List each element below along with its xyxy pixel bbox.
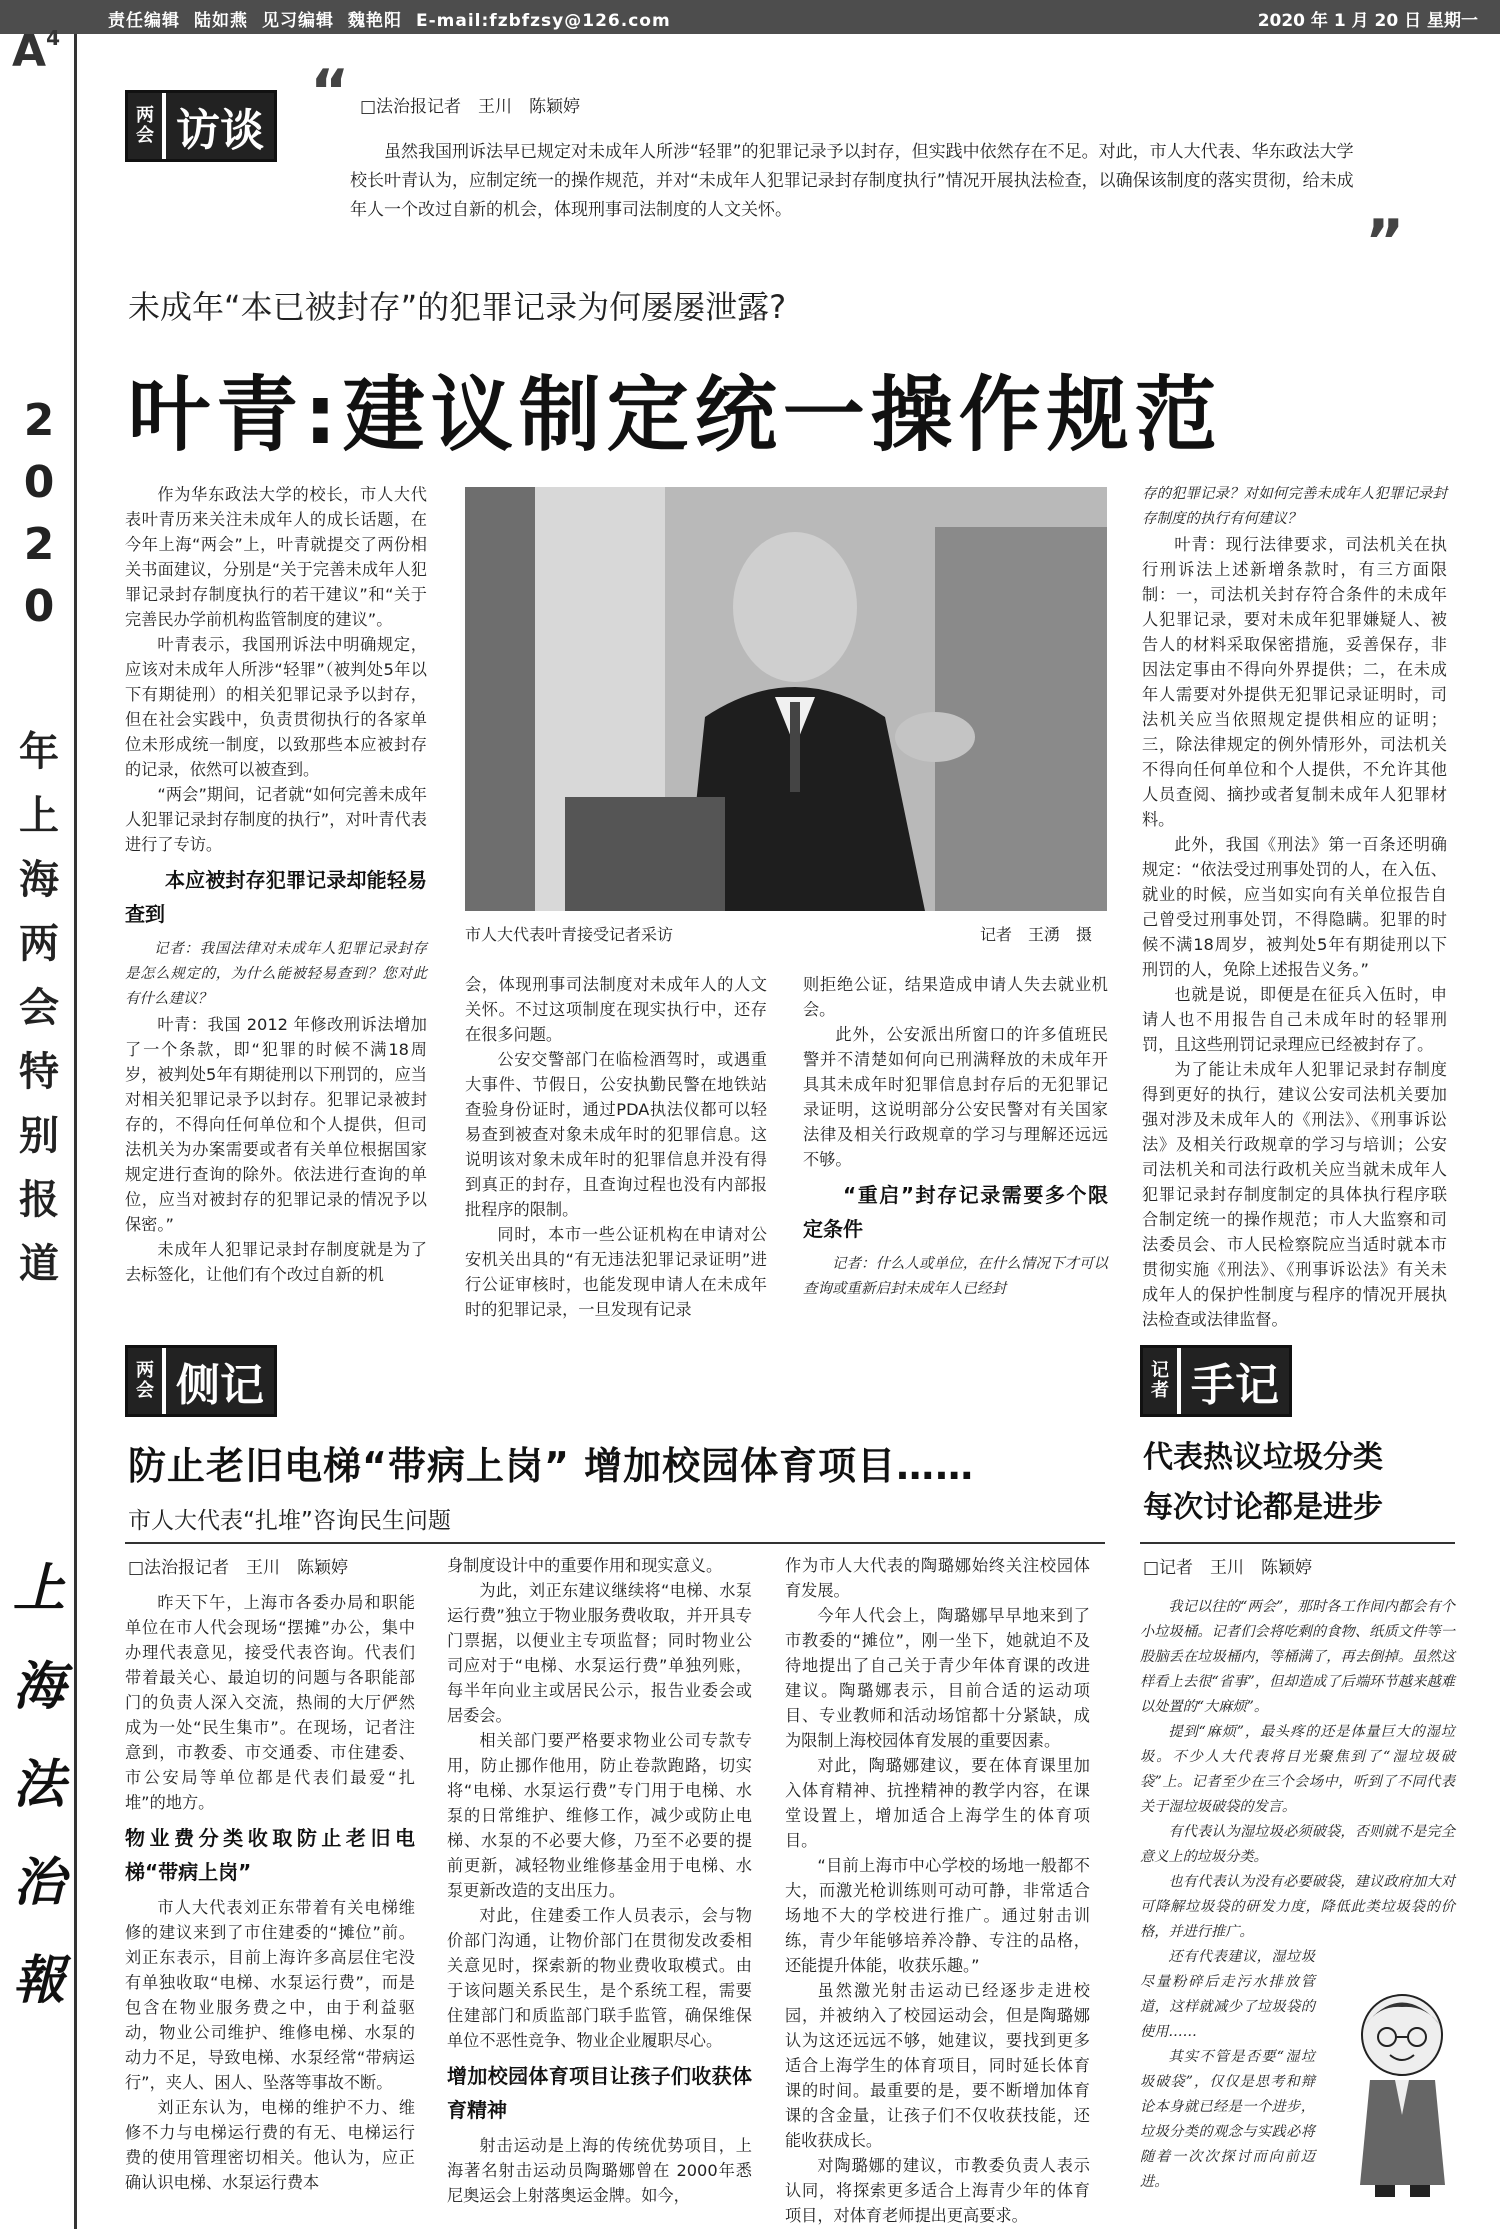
divider — [1140, 1542, 1455, 1544]
title-char: 别 — [19, 1113, 59, 1159]
section-label-reporter-notes — [1140, 1345, 1292, 1417]
paragraph: 对此，住建委工作人员表示，会与物价部门沟通，让物价部门在贯彻发改委相关意见时，探索新的物业费收取模式。由于该问题关系民生，是个系统工程，需要住建部门和质监部门联手监管，确保维保单位不恶性竞争、物业企业履职尽心。 — [447, 1906, 752, 2050]
label-char: 记 — [1151, 1360, 1169, 1381]
interview-headline: 叶青:建议制定统一操作规范 — [128, 368, 1223, 463]
paragraph: 则拒绝公证，结果造成申请人失去就业机会。 — [803, 975, 1108, 1019]
editor-credits — [108, 6, 685, 31]
label-char: 两 — [136, 105, 154, 126]
paragraph: 会，体现刑事司法制度对未成年人的人文关怀。不过这项制度在现实执行中，还存在很多问题。 — [465, 975, 767, 1044]
title-char: 海 — [19, 857, 59, 903]
paragraph: 同时，本市一些公证机构在申请对公安机关出具的“有无违法犯罪记录证明”进行公证审核时，也能发现申请人在未成年时的犯罪记录，一旦发现有记录 — [465, 1225, 767, 1319]
logo-char: 報 — [12, 1950, 65, 2011]
issue-date: 2020 年 1 月 20 日 星期一 — [1257, 11, 1478, 31]
interview-column-4 — [1142, 482, 1447, 1332]
reporter-question: 存的犯罪记录？对如何完善未成年人犯罪记录封存制度的执行有何建议？ — [1142, 486, 1447, 527]
photo-illustration — [465, 487, 1107, 911]
paragraph: 也就是说，即便是在征兵入伍时，申请人也不用报告自己未成年时的轻罪刑罚，且这些刑罚记录理应已经被封存了。 — [1142, 985, 1447, 1054]
notes-byline: □记者 王川 陈颖婷 — [1143, 1558, 1313, 1578]
section-heading: 物业费分类收取防止老旧电梯“带病上岗” — [125, 1826, 415, 1884]
sidebar-story-column-3 — [785, 1553, 1090, 2228]
label-char: 者 — [1151, 1380, 1169, 1401]
paragraph: 叶青表示，我国刑诉法中明确规定，应该对未成年人所涉“轻罪”（被判处5年以下有期徒刑）的相关犯罪记录予以封存，但在社会实践中，负责贯彻执行的各家单位未形成统一制度，以致那些本应被封存的记录，依然可以被查到。 — [125, 635, 427, 779]
photo-caption: 市人大代表叶青接受记者采访 — [465, 925, 674, 944]
divider — [125, 1542, 1105, 1544]
open-quote-mark: “ — [310, 57, 350, 127]
email[interactable]: E-mail:fzbfzsy@126.com — [416, 11, 671, 31]
title-char: 报 — [19, 1177, 59, 1223]
interview-column-3 — [803, 972, 1108, 1302]
label-big: 侧记 — [166, 1348, 274, 1414]
page-number — [12, 26, 60, 77]
logo-char: 上 — [12, 1558, 65, 1619]
title-char: 特 — [19, 1049, 59, 1095]
section-heading: 增加校园体育项目让孩子们收获体育精神 — [447, 2064, 752, 2122]
paragraph: 提到“麻烦”，最头疼的还是体量巨大的湿垃圾。不少人大代表将目光聚焦到了“湿垃圾破袋”上。记者至少在三个会场中，听到了不同代表关于湿垃圾破袋的发言。 — [1140, 1724, 1455, 1815]
page-digit: 4 — [46, 26, 60, 50]
intern-label: 见习编辑 — [262, 11, 334, 31]
logo-char: 海 — [12, 1656, 65, 1717]
interview-intro: 虽然我国刑诉法早已规定对未成年人所涉“轻罪”的犯罪记录予以封存，但实践中依然存在不足。对此，市人大代表、华东政法大学校长叶青认为，应制定统一的操作规范，并对“未成年人犯罪记录封存制度执行”情况开展执法检查，以确保该制度的落实贯彻，给未成年人一个改过自新的机会，体现刑事司法制度的人文关怀。 — [350, 142, 1354, 220]
interview-byline: □法治报记者 王川 陈颖婷 — [360, 97, 581, 117]
interview-subheadline: 未成年“本已被封存”的犯罪记录为何屡屡泄露? — [128, 288, 787, 326]
paragraph: 对陶璐娜的建议，市教委负责人表示认同，将探索更多适合上海青少年的体育项目，对体育老师提出更高要求。 — [785, 2156, 1090, 2225]
paragraph: 作为华东政法大学的校长，市人大代表叶青历来关注未成年人的成长话题，在今年上海“两会”上，叶青就提交了两份相关书面建议，分别是“关于完善未成年人犯罪记录封存制度执行的若干建议”和“关于完善民办学前机构监管制度的建议”。 — [125, 485, 427, 629]
year-digit: 0 — [23, 457, 55, 508]
notes-headline — [1143, 1433, 1383, 1533]
label-char: 两 — [136, 1360, 154, 1381]
paragraph: 我记以往的“两会”，那时各工作间内都会有个小垃圾桶。记者们会将吃剩的食物、纸质文件等一股脑丢在垃圾桶内，等桶满了，再去倒掉。虽然这样看上去很“省事”，但却造成了后端环节越来越难以处置的“大麻烦”。 — [1140, 1599, 1455, 1715]
paragraph: 刘正东认为，电梯的维护不力、维修不力与电梯运行费的有无、电梯运行费的使用管理密切相关。他认为，应正确认识电梯、水泵运行费本 — [125, 2098, 415, 2192]
section-heading: “重启”封存记录需要多个限定条件 — [803, 1183, 1108, 1241]
close-quote-mark: ” — [1365, 207, 1405, 277]
sidebar-story-column-1 — [125, 1590, 415, 2195]
paragraph: 此外，我国《刑法》第一百条还明确规定：“依法受过刑事处罚的人，在入伍、就业的时候，应当如实向有关单位报告自己曾受过刑事处罚，不得隐瞒。犯罪的时候不满18周岁，被判处5年有期徒刑以下刑罚的人，免除上述报告义务。” — [1142, 835, 1447, 979]
newspaper-name-logo — [10, 1540, 68, 2030]
notes-headline-line: 每次讨论都是进步 — [1143, 1490, 1383, 1525]
paragraph: 作为市人大代表的陶璐娜始终关注校园体育发展。 — [785, 1556, 1090, 1600]
logo-char: 治 — [12, 1852, 65, 1913]
intern-name: 魏艳阳 — [348, 11, 402, 31]
year-digit: 2 — [23, 395, 55, 446]
paragraph: 还有代表建议，湿垃圾尽量粉碎后走污水排放管道，这样就减少了垃圾袋的使用…… — [1140, 1949, 1315, 2040]
sidebar-story-byline: □法治报记者 王川 陈颖婷 — [128, 1558, 349, 1578]
paragraph: 也有代表认为没有必要破袋，建议政府加大对可降解垃圾袋的研发力度，降低此类垃圾袋的价格，并进行推广。 — [1140, 1874, 1455, 1940]
photo-credit: 记者 王湧 摄 — [980, 925, 1093, 944]
sidebar-special-report — [14, 720, 64, 1296]
paragraph: 未成年人犯罪记录封存制度就是为了去标签化，让他们有个改过自新的机 — [125, 1240, 427, 1284]
sidebar-story-column-2 — [447, 1553, 752, 2208]
paragraph: 其实不管是否要“湿垃圾破袋”，仅仅是思考和辩论本身就已经是一个进步，垃圾分类的观念与实践必将随着一次次探讨而向前迈进。 — [1140, 2049, 1315, 2190]
paragraph: 为此，刘正东建议继续将“电梯、水泵运行费”独立于物业服务费收取，并开具专门票据，以便业主专项监督；同时物业公司应对于“电梯、水泵运行费”单独列账，每半年向业主或居民公示，报告业委会或居委会。 — [447, 1581, 752, 1725]
page-header-bar — [0, 0, 1500, 34]
paragraph: 昨天下午，上海市各委办局和职能单位在市人代会现场“摆摊”办公，集中办理代表意见，接受代表咨询。代表们带着最关心、最迫切的问题与各职能部门的负责人深入交流，热闹的大厅俨然成为一处“民生集市”。在现场，记者注意到，市教委、市交通委、市住建委、市公安局等单位都是代表们最爱“扎堆”的地方。 — [125, 1593, 415, 1812]
paragraph: 对此，陶璐娜建议，要在体育课里加入体育精神、抗挫精神的教学内容，在课堂设置上，增加适合上海学生的体育项目。 — [785, 1756, 1090, 1850]
paragraph: 虽然激光射击运动已经逐步走进校园，并被纳入了校园运动会，但是陶璐娜认为这还远远不够，她建议，要找到更多适合上海学生的体育项目，同时延长体育课的时间。最重要的是，要不断增加体育课的含金量，让孩子们不仅收获技能，还能收获成长。 — [785, 1981, 1090, 2150]
notes-headline-line: 代表热议垃圾分类 — [1143, 1440, 1383, 1475]
title-char: 会 — [19, 985, 59, 1031]
cartoon-figure-icon — [1345, 1985, 1460, 2200]
paragraph: “目前上海市中心学校的场地一般都不大，而激光枪训练则可动可静，非常适合场地不大的学校进行推广。通过射击训练，青少年能够培养冷静、专注的品格，还能提升体能，收获乐趣。” — [785, 1856, 1090, 1975]
label-big: 手记 — [1181, 1348, 1289, 1414]
paragraph: 叶青：现行法律要求，司法机关在执行刑诉法上述新增条款时，有三方面限制：一，司法机关封存符合条件的未成年人犯罪记录，要对未成年犯罪嫌疑人、被告人的材料采取保密措施，妥善保存，非因法定事由不得向外界提供；二，在未成年人需要对外提供无犯罪记录证明时，司法机关应当依照规定提供相应的证明；三，除法律规定的例外情形外，司法机关不得向任何单位和个人提供，不允许其他人员查阅、摘抄或者复制未成年人犯罪材料。 — [1142, 535, 1447, 829]
sidebar-story-headline: 防止老旧电梯“带病上岗” 增加校园体育项目…… — [128, 1444, 975, 1488]
label-small — [1143, 1348, 1177, 1414]
label-small — [128, 93, 162, 159]
reporter-question: 记者：什么人或单位，在什么情况下才可以查询或重新启封未成年人已经封 — [803, 1256, 1108, 1297]
paragraph: 市人大代表刘正东带着有关电梯维修的建议来到了市住建委的“摊位”前。刘正东表示，目前上海许多高层住宅没有单独收取“电梯、水泵运行费”，而是包含在物业服务费之中，由于利益驱动，物业公司维护、维修电梯、水泵的动力不足，导致电梯、水泵经常“带病运行”，夹人、困人、坠落等事故不断。 — [125, 1898, 415, 2092]
title-char: 两 — [19, 921, 59, 967]
paragraph: 此外，公安派出所窗口的许多值班民警并不清楚如何向已刑满释放的未成年开具其未成年时犯罪信息封存后的无犯罪记录证明，这说明部分公安民警对有关国家法律及相关行政规章的学习与理解还远远不够。 — [803, 1025, 1108, 1169]
paragraph: 为了能让未成年人犯罪记录封存制度得到更好的执行，建议公安司法机关要加强对涉及未成年人的《刑法》、《刑事诉讼法》及相关行政规章的学习与培训；公安司法机关和司法行政机关应当就未成年人犯罪记录封存制度制定的具体执行程序联合制定统一的操作规范；市人大监察和司法委员会、市人民检察院应当适时就本市贯彻实施《刑法》、《刑事诉讼法》有关未成年人的保护性制度与程序的情况开展执法检查或法律监督。 — [1142, 1060, 1447, 1329]
sidebar-year — [14, 390, 64, 638]
editor-name: 陆如燕 — [194, 11, 248, 31]
title-char: 道 — [19, 1241, 59, 1287]
paragraph: 今年人代会上，陶璐娜早早地来到了市教委的“摊位”，刚一坐下，她就迫不及待地提出了自己关于青少年体育课的改进建议。陶璐娜表示，目前合适的运动项目、专业教师和活动场馆都十分紧缺，成为限制上海校园体育发展的重要因素。 — [785, 1606, 1090, 1750]
editor-label: 责任编辑 — [108, 11, 180, 31]
paragraph: 有代表认为湿垃圾必须破袋，否则就不是完全意义上的垃圾分类。 — [1140, 1824, 1455, 1865]
section-heading: 本应被封存犯罪记录却能轻易查到 — [125, 868, 427, 926]
paragraph: 公安交警部门在临检酒驾时，或遇重大事件、节假日，公安执勤民警在地铁站查验身份证时，通过PDA执法仪都可以轻易查到被查对象未成年时的犯罪信息。这说明该对象未成年时的犯罪信息并没有得到真正的封存，且查询过程也没有内部报批程序的限制。 — [465, 1050, 767, 1219]
paragraph: “两会”期间，记者就“如何完善未成年人犯罪记录封存制度的执行”，对叶青代表进行了专访。 — [125, 785, 427, 854]
sidebar-story-subheadline: 市人大代表“扎堆”咨询民生问题 — [128, 1508, 451, 1534]
paragraph: 身制度设计中的重要作用和现实意义。 — [447, 1556, 723, 1575]
label-char: 会 — [136, 1380, 154, 1401]
label-big: 访谈 — [166, 93, 274, 159]
interview-photo — [465, 487, 1107, 911]
section-label-sidebar-report — [125, 1345, 277, 1417]
interview-column-2 — [465, 972, 767, 1322]
logo-char: 法 — [12, 1754, 65, 1815]
reporter-question: 记者：我国法律对未成年人犯罪记录封存是怎么规定的，为什么能被轻易查到？您对此有什么建议？ — [125, 941, 427, 1007]
paragraph: 相关部门要严格要求物业公司专款专用，防止挪作他用，防止卷款跑路，切实将“电梯、水泵运行费”专门用于电梯、水泵的日常维护、维修工作，减少或防止电梯、水泵的不必要大修，乃至不必要的提前更新，减轻物业维修基金用于电梯、水泵更新改造的支出压力。 — [447, 1731, 752, 1900]
label-small — [128, 1348, 162, 1414]
interview-column-1 — [125, 482, 427, 1287]
paragraph: 射击运动是上海的传统优势项目，上海著名射击运动员陶璐娜曾在 2000年悉尼奥运会上射落奥运金牌。如今， — [447, 2136, 752, 2205]
year-digit: 2 — [23, 519, 55, 570]
title-char: 上 — [19, 793, 59, 839]
label-char: 会 — [136, 125, 154, 146]
year-digit: 0 — [23, 581, 55, 632]
page-letter: A — [12, 26, 47, 77]
paragraph: 叶青：我国 2012 年修改刑诉法增加了一个条款，即“犯罪的时候不满18周岁，被判处5年有期徒刑以下刑罚的，应当对相关犯罪记录予以封存。犯罪记录被封存的，不得向任何单位和个人提供，但司法机关为办案需要或者有关单位根据国家规定进行查询的除外。依法进行查询的单位，应当对被封存的犯罪记录的情况予以保密。” — [125, 1015, 427, 1234]
title-char: 年 — [19, 729, 59, 775]
reporter-cartoon-illustration — [1345, 1985, 1460, 2200]
section-label-interview — [125, 90, 277, 162]
